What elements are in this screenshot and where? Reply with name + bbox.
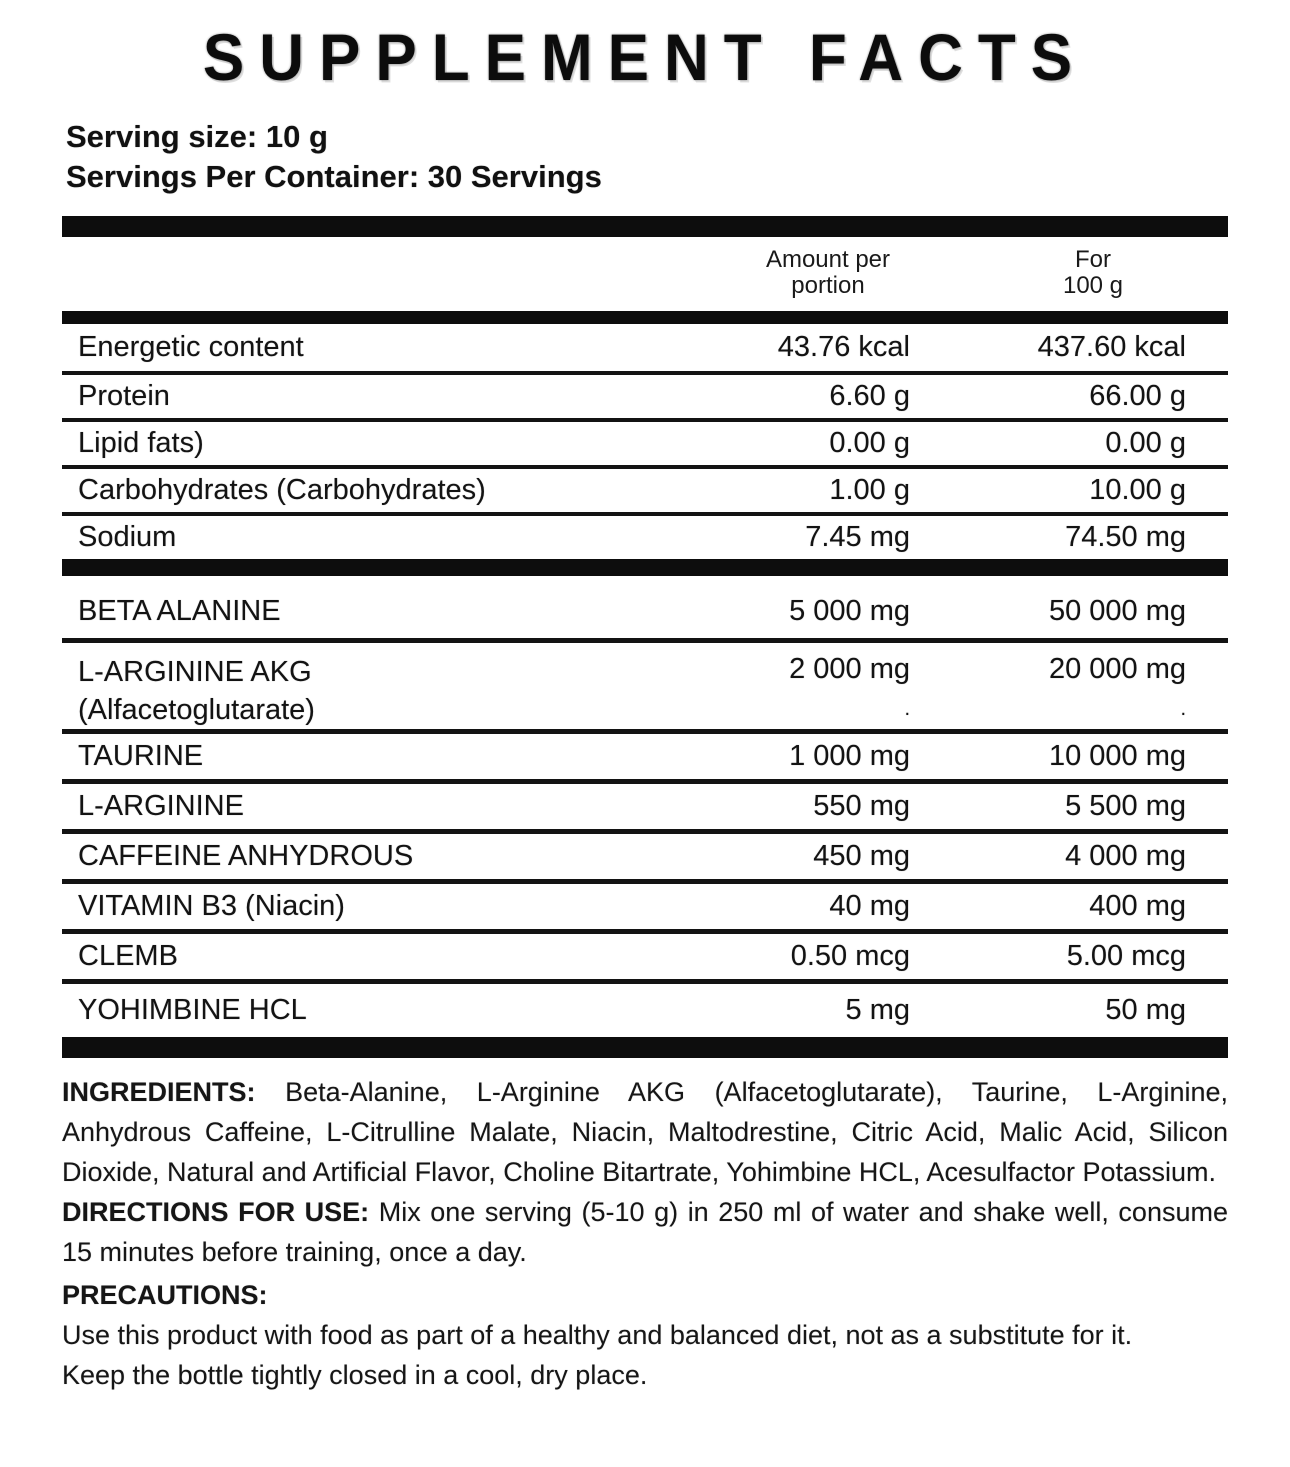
row-per100 (958, 653, 1228, 724)
row-per100: 50 mg (1105, 994, 1186, 1027)
servings-per-container: Servings Per Container: 30 Servings (66, 159, 602, 195)
column-header-amount-line2: portion (791, 272, 865, 300)
row-label: L-ARGININE (78, 790, 244, 823)
precautions-line: Keep the bottle tightly closed in a cool, dry place. (62, 1360, 648, 1391)
header-divider-bar (62, 311, 1228, 324)
row-label: CAFFEINE ANHYDROUS (78, 840, 414, 873)
serving-size: Serving size: 10 g (66, 119, 328, 155)
row-per100: 5 500 mg (1065, 790, 1186, 823)
row-label-line1: L-ARGININE AKG (78, 656, 312, 689)
row-per100: 66.00 g (1089, 380, 1186, 413)
row-per100: 400 mg (1089, 890, 1186, 923)
directions-label: DIRECTIONS FOR USE: (62, 1197, 370, 1228)
row-amount: 550 mg (813, 790, 910, 823)
table-row (62, 829, 1228, 879)
row-amount: 43.76 kcal (777, 331, 910, 364)
table-row (62, 929, 1228, 979)
row-amount: 40 mg (829, 890, 910, 923)
precautions-label: PRECAUTIONS: (62, 1280, 268, 1311)
row-amount: 5 000 mg (789, 594, 910, 627)
precautions-line: Use this product with food as part of a healthy and balanced diet, not as a substitute for it. (62, 1320, 1133, 1351)
column-header-amount-line1: Amount per (765, 246, 891, 274)
page-title: SUPPLEMENT FACTS (202, 21, 1088, 96)
table-row (62, 638, 1228, 729)
row-per100: 0.00 g (1105, 427, 1186, 460)
row-label: TAURINE (78, 740, 204, 773)
directions-paragraph (62, 1192, 1228, 1272)
table-row (62, 324, 1228, 371)
row-per100: 74.50 mg (1065, 521, 1186, 554)
row-label: CLEMB (78, 940, 178, 973)
row-amount-value: 2 000 mg (789, 653, 910, 686)
row-per100: 10.00 g (1089, 474, 1186, 507)
ingredients-paragraph (62, 1072, 1228, 1192)
facts-table (62, 216, 1228, 1058)
row-label: BETA ALANINE (78, 594, 281, 627)
table-row (62, 576, 1228, 638)
column-header-per100-line2: 100 g (1062, 272, 1124, 300)
directions-text: Mix one serving (5-10 g) in 250 ml of water and shake well, consume 15 minutes before training, once a day. (62, 1197, 1228, 1268)
row-amount: 5 mg (845, 994, 910, 1027)
table-row (62, 779, 1228, 829)
row-label (62, 653, 698, 729)
row-per100: 10 000 mg (1048, 740, 1186, 773)
row-per100: 5.00 mcg (1066, 940, 1186, 973)
row-label: YOHIMBINE HCL (78, 994, 307, 1027)
nutrition-facts-rows (62, 324, 1228, 559)
row-per100-value: 20 000 mg (1048, 653, 1186, 686)
row-per100: 4 000 mg (1065, 840, 1186, 873)
row-label: Energetic content (78, 331, 304, 364)
column-header-per100-line1: For (1075, 246, 1111, 274)
ingredients-label: INGREDIENTS: (62, 1077, 256, 1108)
row-label: Sodium (78, 521, 177, 554)
ingredients-text: Beta-Alanine, L-Arginine AKG (Alfacetoglutarate), Taurine, L-Arginine, Anhydrous Caffeine, L-Citrulline Malate, Niacin, Maltodrestine, Citric Acid, Malic Acid, Silicon Dioxide, Natural and Artificial Flavor, Choline Bitartrate, Yohimbine HCL, Acesulfactor Potassium. (62, 1077, 1228, 1188)
bottom-divider-bar (62, 1037, 1228, 1058)
row-per100: 437.60 kcal (1037, 331, 1186, 364)
row-label: Carbohydrates (Carbohydrates) (78, 474, 486, 507)
table-row (62, 418, 1228, 465)
row-amount: 6.60 g (829, 380, 910, 413)
row-amount (698, 653, 958, 724)
row-amount: 1.00 g (829, 474, 910, 507)
row-amount: 1 000 mg (789, 740, 910, 773)
serving-info (66, 117, 1228, 197)
active-ingredient-rows (62, 576, 1228, 1037)
row-amount: 450 mg (813, 840, 910, 873)
table-header-row (62, 237, 1228, 311)
row-label-line2: (Alfacetoglutarate) (78, 694, 315, 727)
legal-text-block (62, 1072, 1228, 1395)
table-row (62, 979, 1228, 1037)
table-row (62, 879, 1228, 929)
row-amount: 0.50 mcg (790, 940, 910, 973)
row-label: Lipid fats) (78, 427, 204, 460)
row-per100-note: . (1180, 698, 1186, 721)
column-header-per-100g (958, 247, 1228, 299)
table-row (62, 465, 1228, 512)
row-label: VITAMIN B3 (Niacin) (78, 890, 345, 923)
row-amount-note: . (904, 698, 910, 721)
table-row (62, 371, 1228, 418)
table-row (62, 512, 1228, 559)
row-label: Protein (78, 380, 170, 413)
table-row (62, 729, 1228, 779)
column-header-amount-per-portion (698, 247, 958, 299)
row-amount: 0.00 g (829, 427, 910, 460)
row-per100: 50 000 mg (1048, 594, 1186, 627)
row-amount: 7.45 mg (805, 521, 910, 554)
top-divider-bar (62, 216, 1228, 237)
section-divider-bar (62, 559, 1228, 576)
